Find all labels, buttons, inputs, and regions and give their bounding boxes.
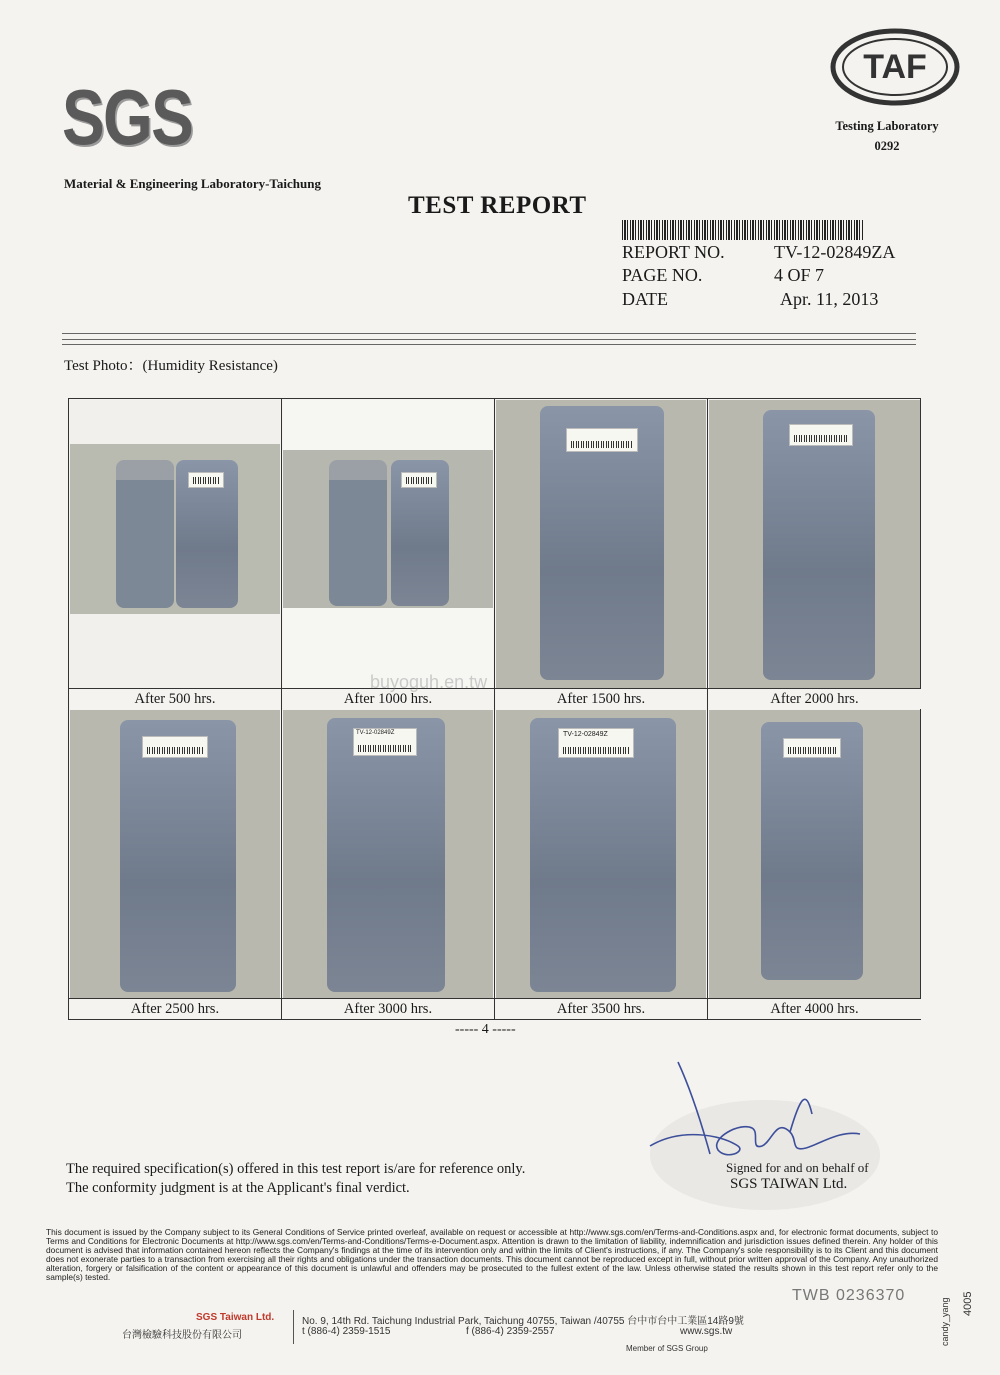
footer-company-zh: 台灣檢驗科技股份有限公司	[122, 1330, 242, 1341]
taf-line1: Testing Laboratory	[835, 119, 939, 133]
photo-image	[70, 710, 280, 998]
footer-member: Member of SGS Group	[626, 1344, 708, 1353]
footer-address: No. 9, 14th Rd. Taichung Industrial Park, Taichung 40755, Taiwan /40755 台中市台中工業區14路9號	[302, 1316, 744, 1327]
taf-logo-text: TAF	[863, 48, 927, 86]
watermark: buyoguh.en.tw	[370, 672, 488, 692]
footer-fax: f (886-4) 2359-2557	[466, 1326, 555, 1337]
test-panel	[120, 720, 236, 992]
photo-background	[70, 444, 280, 614]
photo-caption: After 4000 hrs.	[708, 998, 921, 1019]
taf-logo	[830, 28, 960, 106]
photo-cell	[708, 709, 921, 1019]
signing-company: SGS TAIWAN Ltd.	[730, 1176, 848, 1192]
sgs-logo: SGS	[62, 73, 193, 161]
photo-caption: After 500 hrs.	[69, 688, 281, 709]
terms-fine-print: This document is issued by the Company subject to its General Conditions of Service printed overleaf, available on request or accessible at http://www.sgs.com/en/Terms-and-Conditions.aspx and, for electronic format documents, subject to Terms and Conditions for Electronic Documents at http://www.sgs.com/en/Terms-and-Conditions/Terms-e-Document.aspx. Attention is drawn to the limitation of liability, indemnification and jurisdiction issues defined therein. Any holder of this document is advised that information contained hereon reflects the Company's findings at the time of its intervention only and within the limits of Client's instructions, if any. The Company's sole responsibility is to its Client and this document does not exonerate parties to a transaction from exercising all their rights and obligations under the transaction documents. This document cannot be reproduced except in full, without prior written approval of the Company. Any unauthorized alteration, forgery or falsification of the content or appearance of this document is unlawful and offenders may be prosecuted to the fullest extent of the law. Unless otherwise stated the results shown in this test report refer only to the sample(s) tested.	[46, 1227, 938, 1282]
test-panel	[116, 460, 174, 608]
photo-cell	[69, 399, 282, 709]
report-no-value: TV-12-02849ZA	[774, 242, 896, 262]
side-code-user: candy_yang	[940, 1297, 950, 1346]
photo-cell	[495, 709, 708, 1019]
sample-label	[188, 472, 224, 488]
page-marker: ----- 4 -----	[455, 1022, 516, 1037]
photo-image	[496, 400, 706, 688]
date-label: DATE	[622, 289, 668, 309]
signature	[640, 1058, 880, 1168]
label-text: TV-12-02849Z	[356, 730, 395, 736]
photo-caption: After 1500 hrs.	[495, 688, 707, 709]
footer-website: www.sgs.tw	[680, 1326, 733, 1337]
page-title: TEST REPORT	[408, 192, 587, 219]
spec-line2: The conformity judgment is at the Applicant's final verdict.	[66, 1180, 410, 1196]
photo-cell	[708, 399, 921, 709]
footer-tel: t (886-4) 2359-1515	[302, 1326, 391, 1337]
test-panel	[530, 718, 676, 992]
photo-caption: After 3500 hrs.	[495, 998, 707, 1019]
test-panel	[761, 722, 863, 980]
page-no-value: 4 OF 7	[774, 265, 825, 285]
photo-grid	[68, 398, 921, 1020]
taf-caption	[822, 116, 952, 156]
serial-number: TWB 0236370	[792, 1287, 906, 1304]
test-panel	[763, 410, 875, 680]
photo-cell	[282, 399, 495, 709]
photo-section-caption: Test Photo：(Humidity Resistance)	[64, 358, 278, 374]
divider	[62, 339, 916, 340]
photo-background	[283, 450, 493, 608]
photo-image	[709, 400, 920, 688]
signed-on-behalf: Signed for and on behalf of	[726, 1160, 869, 1175]
photo-image	[70, 400, 280, 688]
label-text: TV-12-02849Z	[563, 731, 608, 738]
lab-name: Material & Engineering Laboratory-Taichung	[64, 176, 321, 191]
sample-label	[789, 424, 853, 446]
footer-company-en: SGS Taiwan Ltd.	[196, 1312, 275, 1323]
spec-line1: The required specification(s) offered in this test report is/are for reference only.	[66, 1161, 526, 1177]
photo-cell	[282, 709, 495, 1019]
sample-label	[558, 728, 634, 758]
report-barcode	[622, 220, 864, 240]
report-no-row	[622, 242, 895, 263]
sample-label	[353, 728, 417, 756]
photo-caption: After 1000 hrs.	[282, 688, 494, 709]
photo-cell	[69, 709, 282, 1019]
sample-label	[566, 428, 638, 452]
photo-caption: After 3000 hrs.	[282, 998, 494, 1019]
photo-image	[496, 710, 706, 998]
report-no-label: REPORT NO.	[622, 242, 725, 262]
photo-cell	[495, 399, 708, 709]
sample-label	[401, 472, 437, 488]
taf-line2: 0292	[874, 139, 900, 153]
photo-caption: After 2500 hrs.	[69, 998, 281, 1019]
photo-image	[283, 400, 493, 688]
date-row	[622, 289, 878, 310]
test-panel	[327, 718, 445, 992]
side-code: 4005	[962, 1291, 974, 1316]
photo-image	[283, 710, 493, 998]
sample-label	[142, 736, 208, 758]
photo-caption: After 2000 hrs.	[708, 688, 921, 709]
date-value: Apr. 11, 2013	[780, 289, 879, 309]
page-no-label: PAGE NO.	[622, 265, 703, 285]
spec-statement	[66, 1160, 525, 1198]
page-no-row	[622, 265, 824, 286]
divider	[62, 344, 916, 345]
divider	[62, 333, 916, 334]
footer-divider	[293, 1310, 294, 1344]
sample-label	[783, 738, 841, 758]
photo-image	[709, 710, 920, 998]
test-panel	[329, 460, 387, 606]
